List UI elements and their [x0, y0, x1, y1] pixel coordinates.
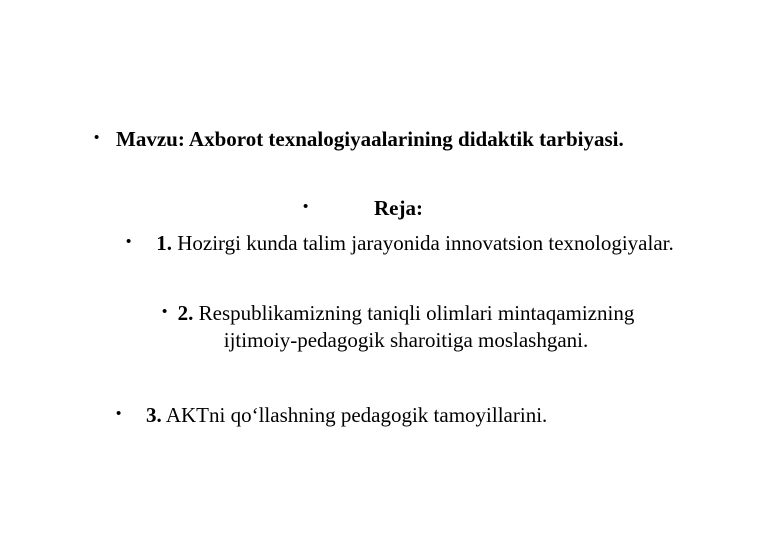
plan-heading: Reja:	[374, 196, 423, 220]
plan-item-text: AKTni qo‘llashning pedagogik tamoyillarini.	[161, 403, 548, 427]
bullet-icon: •	[126, 233, 132, 250]
bullet-icon: •	[94, 129, 100, 146]
plan-item-2	[146, 300, 666, 354]
plan-item-number: 3.	[146, 403, 162, 427]
plan-item-1	[150, 230, 680, 257]
plan-item-number: 1.	[156, 231, 172, 255]
plan-item-text: Hozirgi kunda talim jarayonida innovatsion texnologiyalar.	[171, 231, 674, 255]
plan-item-number: 2.	[177, 301, 194, 325]
plan-item-3	[146, 402, 686, 429]
bullet-icon: •	[303, 198, 309, 215]
topic-title: Mavzu: Axborot texnalogiyaalarining didaktik tarbiyasi.	[116, 127, 624, 151]
bullet-icon: •	[116, 405, 122, 422]
plan-item-text: Respublikamizning taniqli olimlari mintaqamizning ijtimoiy-pedagogik sharoitiga moslashgani.	[193, 301, 635, 352]
bullet-icon: •	[162, 303, 168, 320]
